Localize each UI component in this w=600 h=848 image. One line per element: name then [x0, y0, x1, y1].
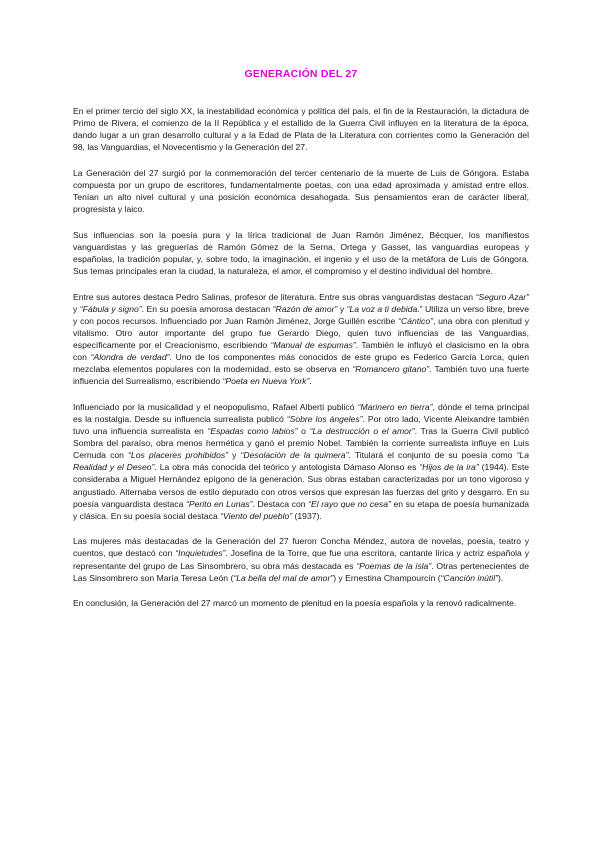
paragraph-7 — [73, 597, 529, 609]
work-title: “Espadas como labios” — [207, 426, 298, 437]
paragraph-1 — [73, 105, 529, 153]
text-run: . También tuvo una fuerte influencia del Surrealismo, escribiendo — [73, 364, 529, 387]
text-run: . Titulará el conjunto de su poesía como — [348, 450, 517, 461]
text-run: ) y Ernestina Champourcín ( — [333, 572, 441, 583]
paragraph-5 — [73, 401, 529, 522]
document-title: GENERACIÓN DEL 27 — [244, 68, 358, 80]
work-title: “Inquietudes” — [175, 548, 226, 559]
text-run: (1937). — [292, 510, 322, 521]
text-run: . Tras la Guerra Civil publicó Sombra del paraíso, obra menos hermética y ganó el premio Nobel. También la corriente surrealista influye en Luis Cernuda con — [73, 426, 529, 461]
paragraph-6 — [73, 535, 529, 583]
work-title: “Cántico” — [398, 315, 433, 326]
document-page — [73, 68, 529, 623]
text-run: La Generación del 27 surgió por la conmemoración del tercer centenario de la muerte de Luis de Góngora. Estaba compuesta por un grupo de escritores, fundamentalmente poetas, con una edad aproximada y amistad entre ellos. Tenían un alto nivel cultural y una posición económica desahogada. Sus pensamientos eran de carácter liberal, progresista y laico. — [73, 167, 529, 215]
work-title: “Desolación de la quimera” — [240, 450, 349, 461]
work-title: “La voz a ti debida — [346, 303, 418, 314]
text-run: . Uno de los componentes más conocidos de este grupo es Federico García Lorca, quien mezclaba elementos populares con la modernidad, esto se observa en — [73, 352, 529, 375]
work-title: “Manual de espumas” — [270, 340, 356, 350]
text-run: Entre sus autores destaca Pedro Salinas, profesor de literatura. Entre sus obras vanguardistas destacan — [73, 291, 476, 302]
text-run: En el primer tercio del siglo XX, la inestabilidad económica y política del país, el fin de la Restauración, la dictadura de Primo de Rivera, el comienzo de la II República y el estallido de la Guerra Civil influyen en la literatura de la época, dando lugar a un gran desarrollo cultural y a la Edad de Plata de la Literatura con corrientes como la Generación del 98, las Vanguardias, el Novecentismo y la Generación del 27. — [73, 106, 529, 153]
work-title: “Fábula y signo” — [79, 303, 142, 314]
work-title: “Alondra de verdad” — [90, 352, 170, 363]
text-run: , dónde el tema principal es la nostalgia. Desde su influencia surrealista publicó — [73, 401, 529, 424]
text-run: . Otras pertenecientes de Las Sinsombrero son María Teresa León ( — [73, 560, 529, 583]
work-title: “Romancero gitano” — [352, 364, 430, 375]
text-run: , una obra con plenitud y vitalismo. Otro autor importante del grupo fue Gerardo Diego, quien tuvo influencias de las Vanguardias, específicamente por el Creacionismo, escribiendo — [73, 315, 529, 350]
paragraph-3 — [73, 229, 529, 277]
text-run: . Destaca con — [252, 498, 309, 509]
work-title: “Perito en Lunas” — [186, 498, 253, 509]
text-run: . También le influyó el clasicismo en la obra con — [73, 340, 529, 363]
work-title: “Canción inútil” — [440, 572, 498, 583]
text-run: y — [228, 450, 241, 461]
text-run: en su etapa de poesía humanizada y clásica. En su poesía social destaca — [73, 498, 529, 521]
text-run: ). — [497, 572, 504, 583]
text-run: .” Utiliza un verso libre, breve y con pocos recursos. Influenciado por Juan Ramón Jiménez, Jorge Guillén escribe — [73, 303, 530, 326]
work-title: “Seguro Azar” — [475, 291, 529, 302]
work-title: “Poemas de la isla” — [356, 560, 432, 571]
text-run: En conclusión, la Generación del 27 marcó un momento de plenitud en la poesía española y la renovó radicalmente. — [73, 598, 517, 609]
work-title: “La destrucción o el amor” — [309, 426, 415, 437]
work-title: “La Realidad y el Deseo” — [73, 450, 529, 473]
work-title: “Viento del pueblo” — [220, 510, 293, 521]
text-run: . Josefina de la Torre, que fue una escritora, cantante lírica y actriz española y representante del grupo de Las Sinsombrero, su obra más destacada es — [73, 548, 529, 571]
text-run: o — [297, 426, 310, 437]
paragraph-2 — [73, 167, 529, 215]
text-run: . La obra más conocida del teórico y antologista Dámaso Alonso es — [154, 462, 420, 473]
work-title: “Poeta en Nueva York” — [222, 376, 310, 387]
text-run: . Por otro lado, Vicente Aleixandre también tuvo una influencia surrealista en — [73, 413, 529, 437]
work-title: “Hijos de la ira” — [419, 462, 479, 473]
work-title: “Los placeres prohibidos” — [128, 450, 229, 461]
text-run: Influenciado por la musicalidad y el neopopulismo, Rafael Alberti publicó — [73, 401, 358, 412]
text-run: Sus influencias son la poesía pura y la lírica tradicional de Juan Ramón Jiménez, Bécquer, los manifiestos vanguardistas y las greguerías de Ramón Gómez de la Serna, Ortega y Gasset, las vanguardias europeas y españolas, la tradición popular, y, sobre todo, la imaginación, el ingenio y el uso de la metáfora de Luis de Góngora. Sus temas principales eran la ciudad, la naturaleza, el amor, el compromiso y el destino individual del hombre. — [73, 229, 529, 277]
document-body — [73, 105, 529, 609]
text-run: Las mujeres más destacadas de la Generación del 27 fueron Concha Méndez, autora de novelas, poesía, teatro y cuentos, que destacó con — [73, 536, 529, 559]
work-title: “El rayo que no cesa” — [308, 498, 391, 509]
paragraph-4 — [73, 291, 529, 388]
work-title: “Sobre los ángeles” — [286, 413, 363, 424]
text-run: . — [309, 376, 312, 387]
text-run: . En su poesía amorosa destacan — [141, 303, 273, 314]
text-run: (1944). Este consideraba a Miguel Hernández epígono de la generación. Sus obras estaban caracterizadas por un tono vigoroso y angustiado. Alternaba versos de estilo depurado con otros versos que expresan las fuerzas del grito y desgarro. En su poesía vanguardista destaca — [73, 462, 529, 509]
work-title: “La bella del mal de amor” — [233, 572, 334, 583]
text-run: y — [337, 303, 347, 314]
text-run: y — [73, 303, 80, 314]
work-title: “Marinero en tierra” — [357, 401, 433, 412]
work-title: “Razón de amor” — [272, 303, 338, 314]
